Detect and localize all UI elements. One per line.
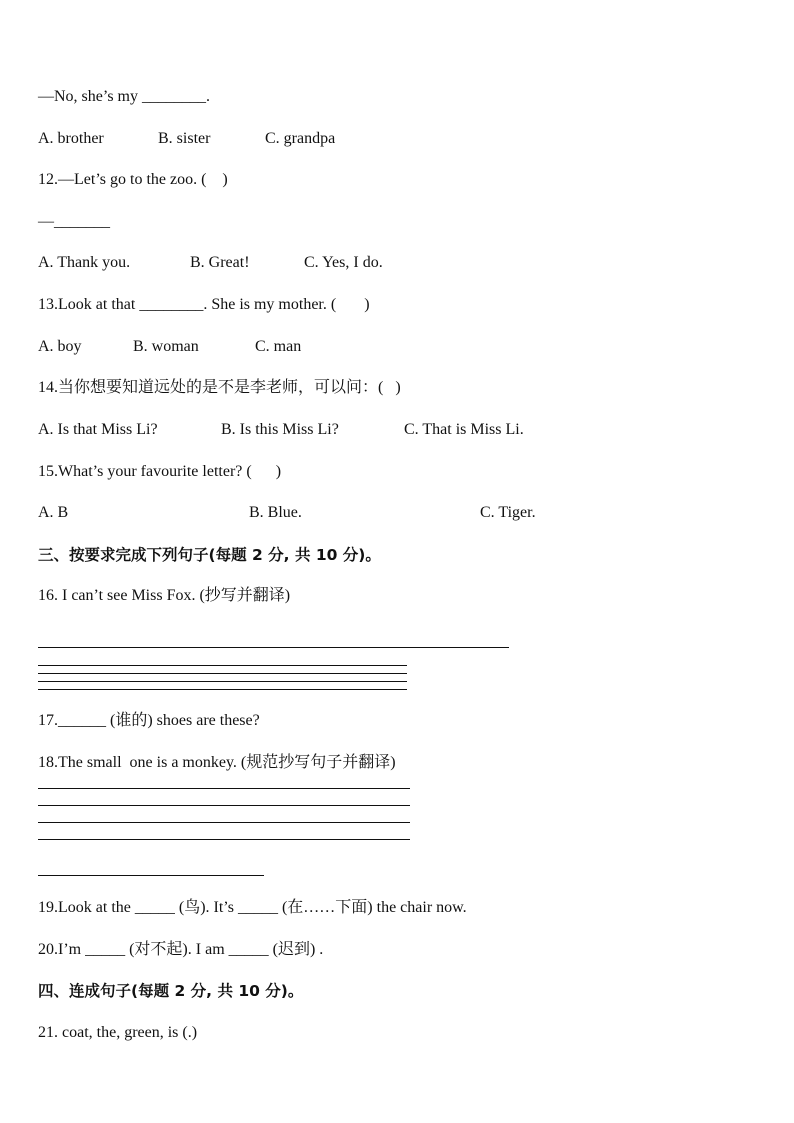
q14-options (38, 420, 598, 440)
q16-answer-line-1[interactable] (38, 647, 509, 648)
q15-question: 15.What’s your favourite letter? ( ) (38, 463, 282, 480)
q16-answer-line-2[interactable] (38, 665, 407, 666)
q16-question: 16. I can’t see Miss Fox. (抄写并翻译) (38, 587, 291, 604)
q11-option-a[interactable]: A. brother (38, 130, 104, 147)
q14-question: 14.当你想要知道远处的是不是李老师，可以问：( ) (38, 379, 401, 396)
q11-option-c[interactable]: C. grandpa (265, 130, 336, 147)
q15-option-c[interactable]: C. Tiger. (480, 504, 536, 521)
section-4-heading: 四、连成句子(每题 2 分, 共 10 分)。 (38, 982, 304, 1000)
q11-reply: —No, she’s my ________. (38, 88, 210, 105)
q17-question: 17.______ (谁的) shoes are these? (38, 712, 260, 729)
q18-answer-line-5[interactable] (38, 875, 264, 876)
q13-option-a[interactable]: A. boy (38, 338, 82, 355)
q13-question: 13.Look at that ________. She is my mother. ( ) (38, 296, 370, 313)
q14-option-c[interactable]: C. That is Miss Li. (404, 421, 524, 438)
q12-option-c[interactable]: C. Yes, I do. (304, 254, 383, 271)
q11-options (38, 129, 598, 149)
q20-question: 20.I’m _____ (对不起). I am _____ (迟到) . (38, 941, 324, 958)
q18-answer-line-2[interactable] (38, 805, 410, 806)
q12-reply: —_______ (38, 213, 110, 230)
section-3-heading: 三、按要求完成下列句子(每题 2 分, 共 10 分)。 (38, 546, 381, 564)
q16-answer-line-3[interactable] (38, 673, 407, 674)
q18-answer-line-3[interactable] (38, 822, 410, 823)
q13-option-b[interactable]: B. woman (133, 338, 199, 355)
q11-option-b[interactable]: B. sister (158, 130, 211, 147)
q12-options (38, 253, 598, 273)
q18-answer-line-1[interactable] (38, 788, 410, 789)
q16-answer-line-4[interactable] (38, 681, 407, 682)
q14-option-b[interactable]: B. Is this Miss Li? (221, 421, 339, 438)
q14-option-a[interactable]: A. Is that Miss Li? (38, 421, 158, 438)
q13-options (38, 337, 598, 357)
q13-option-c[interactable]: C. man (255, 338, 302, 355)
q21-question: 21. coat, the, green, is (.) (38, 1024, 198, 1041)
q15-option-b[interactable]: B. Blue. (249, 504, 302, 521)
q12-option-a[interactable]: A. Thank you. (38, 254, 131, 271)
q15-options (38, 503, 598, 523)
q12-option-b[interactable]: B. Great! (190, 254, 250, 271)
q18-answer-line-4[interactable] (38, 839, 410, 840)
q12-question: 12.—Let’s go to the zoo. ( ) (38, 171, 228, 188)
q18-question: 18.The small one is a monkey. (规范抄写句子并翻译) (38, 754, 396, 771)
q16-answer-line-5[interactable] (38, 689, 407, 690)
q19-question: 19.Look at the _____ (鸟). It’s _____ (在……下面) the chair now. (38, 899, 467, 916)
q15-option-a[interactable]: A. B (38, 504, 69, 521)
